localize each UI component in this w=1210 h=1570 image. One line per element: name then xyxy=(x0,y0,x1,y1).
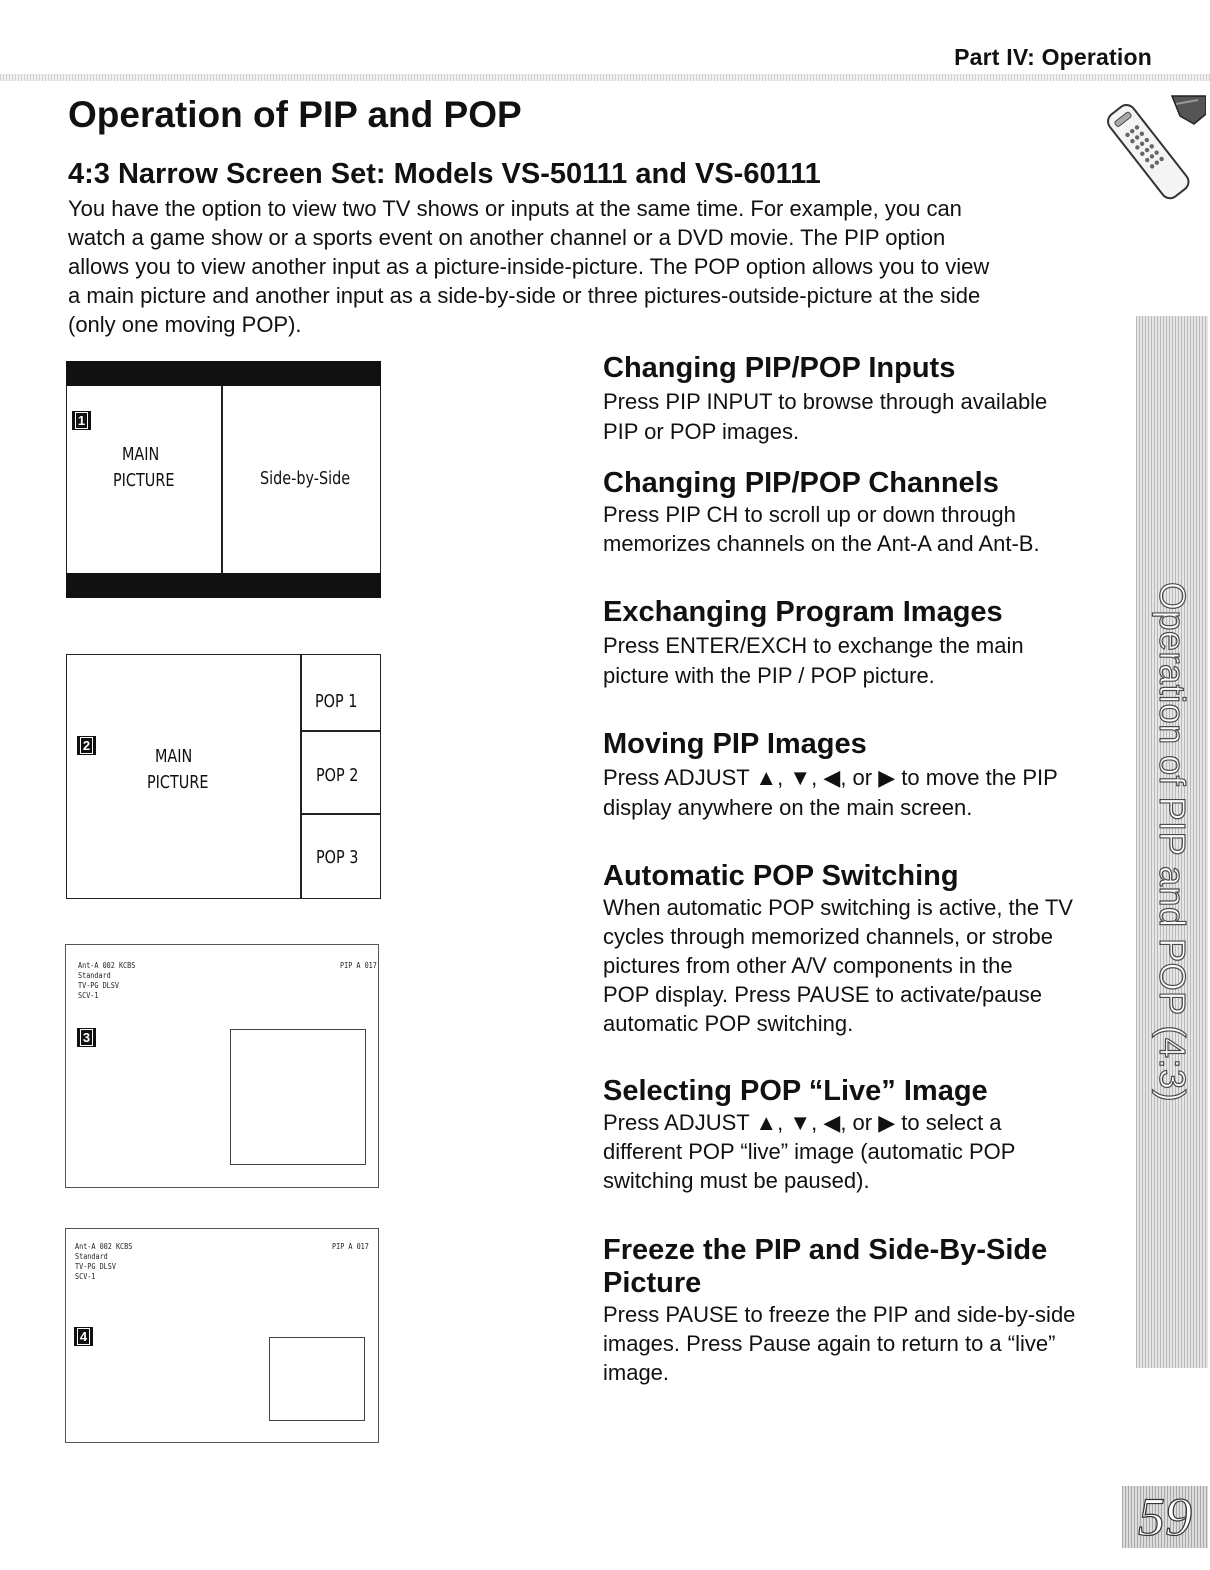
main-picture-label-1: MAIN xyxy=(122,444,160,465)
pop-3-label: POP 3 xyxy=(316,847,359,868)
section-body-line: Press PAUSE to freeze the PIP and side-by-side xyxy=(603,1302,1076,1327)
section-automatic-pop xyxy=(603,860,1123,1038)
part-header: Part IV: Operation xyxy=(954,44,1152,70)
section-changing-channels xyxy=(603,467,1123,558)
intro-line: You have the option to view two TV shows or inputs at the same time. For example, you can xyxy=(68,196,962,221)
pip-window xyxy=(230,1029,366,1165)
section-body-line: display anywhere on the main screen. xyxy=(603,795,973,820)
section-body-line: images. Press Pause again to return to a “live” xyxy=(603,1331,1056,1356)
section-body-line: cycles through memorized channels, or strobe xyxy=(603,924,1053,949)
page-number: 59 xyxy=(1122,1486,1208,1548)
side-by-side-label: Side-by-Side xyxy=(260,468,351,489)
info-source: SCV-1 xyxy=(75,1272,96,1281)
intro-line: (only one moving POP). xyxy=(68,312,302,337)
section-selecting-live xyxy=(603,1075,1123,1195)
pip-channel-label: PIP A 017 xyxy=(340,961,377,970)
intro-line: a main picture and another input as a side-by-side or three pictures-outside-picture at the side xyxy=(68,283,981,308)
info-rating: TV-PG DLSV xyxy=(78,981,119,990)
section-body-line: Press ENTER/EXCH to exchange the main xyxy=(603,633,1024,658)
pip-window xyxy=(269,1337,365,1421)
section-body-line: Press ADJUST ▲, ▼, ◀, or ▶ to move the PIP xyxy=(603,765,1058,790)
intro-line: watch a game show or a sports event on another channel or a DVD movie. The PIP option xyxy=(68,225,946,250)
section-heading: Exchanging Program Images xyxy=(603,596,1003,628)
diagram-number-badge: 2 xyxy=(77,736,96,755)
section-freeze xyxy=(603,1234,1123,1387)
section-body-line: memorizes channels on the Ant-A and Ant-B. xyxy=(603,531,1040,556)
diagram-pip-small xyxy=(65,1228,379,1443)
section-body-line: image. xyxy=(603,1360,670,1385)
intro-line: allows you to view another input as a picture-inside-picture. The POP option allows you to view xyxy=(68,254,990,279)
intro-paragraph xyxy=(68,194,1108,339)
info-channel: Ant-A 002 KCBS xyxy=(75,1242,133,1251)
diagram-number-badge: 4 xyxy=(74,1327,93,1346)
section-body-line: POP display. Press PAUSE to activate/pause xyxy=(603,982,1042,1007)
section-exchanging-images xyxy=(603,596,1123,691)
section-body-line: picture with the PIP / POP picture. xyxy=(603,663,935,688)
info-source: SCV-1 xyxy=(78,991,99,1000)
section-heading: Changing PIP/POP Inputs xyxy=(603,352,956,384)
main-picture-label-1: MAIN xyxy=(155,746,193,767)
letterbox-top-bar xyxy=(66,361,381,386)
section-heading: Selecting POP “Live” Image xyxy=(603,1075,988,1107)
section-body-line: switching must be paused). xyxy=(603,1168,870,1193)
section-heading: Picture xyxy=(603,1267,702,1299)
section-body-line: pictures from other A/V components in the xyxy=(603,953,1013,978)
diagram-pop xyxy=(66,654,381,899)
diagram-side-by-side xyxy=(66,361,381,598)
pop-row-divider xyxy=(300,813,380,815)
section-changing-inputs xyxy=(603,352,1123,447)
diagram-pip-info xyxy=(65,944,379,1188)
letterbox-bottom-bar xyxy=(66,573,381,598)
pip-channel-label: PIP A 017 xyxy=(332,1242,369,1251)
section-body-line: Press PIP INPUT to browse through available xyxy=(603,389,1048,414)
main-picture-label-2: PICTURE xyxy=(113,470,175,491)
diagram-number-badge: 3 xyxy=(77,1028,96,1047)
pop-2-label: POP 2 xyxy=(316,765,359,786)
info-channel: Ant-A 002 KCBS xyxy=(78,961,136,970)
section-moving-pip xyxy=(603,728,1123,823)
side-tab-label: Operation of PIP and POP (4:3) xyxy=(1152,582,1193,1102)
page-subtitle: 4:3 Narrow Screen Set: Models VS-50111 and VS-60111 xyxy=(68,158,821,190)
section-body-line: Press PIP CH to scroll up or down through xyxy=(603,502,1016,527)
diagram-number-badge: 1 xyxy=(72,411,91,430)
header-rule xyxy=(0,74,1210,81)
info-rating: TV-PG DLSV xyxy=(75,1262,116,1271)
side-chapter-tab xyxy=(1136,316,1208,1368)
page-title: Operation of PIP and POP xyxy=(68,94,522,135)
main-picture-label-2: PICTURE xyxy=(147,772,209,793)
pop-1-label: POP 1 xyxy=(315,691,358,712)
section-body-line: automatic POP switching. xyxy=(603,1011,854,1036)
info-format: Standard xyxy=(75,1252,108,1261)
split-divider xyxy=(221,386,223,573)
pop-row-divider xyxy=(300,730,380,732)
section-body-line: When automatic POP switching is active, the TV xyxy=(603,895,1073,920)
section-heading: Automatic POP Switching xyxy=(603,860,959,892)
remote-control-icon xyxy=(1094,94,1206,204)
section-heading: Changing PIP/POP Channels xyxy=(603,467,999,499)
section-body-line: PIP or POP images. xyxy=(603,419,800,444)
section-heading: Freeze the PIP and Side-By-Side xyxy=(603,1234,1048,1266)
info-format: Standard xyxy=(78,971,111,980)
section-body-line: different POP “live” image (automatic POP xyxy=(603,1139,1016,1164)
pop-column-divider xyxy=(300,655,302,898)
section-body-line: Press ADJUST ▲, ▼, ◀, or ▶ to select a xyxy=(603,1110,1002,1135)
section-heading: Moving PIP Images xyxy=(603,728,867,760)
